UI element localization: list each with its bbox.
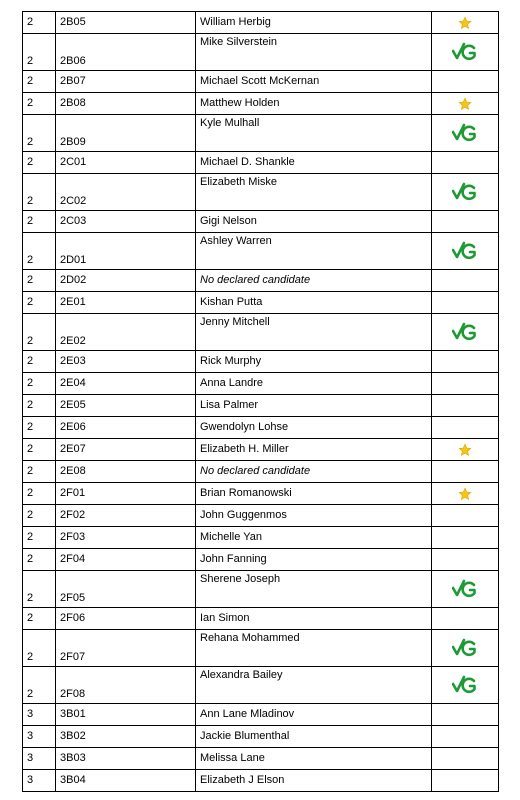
district-cell: 2 xyxy=(23,211,56,233)
district-cell: 3 xyxy=(23,704,56,726)
vg-endorsement-icon xyxy=(452,579,478,599)
district-cell: 2 xyxy=(23,373,56,395)
table-row xyxy=(23,770,499,792)
precinct-cell: 2D01 xyxy=(56,233,196,270)
candidate-cell: Ann Lane Mladinov xyxy=(196,704,432,726)
candidate-cell: Brian Romanowski xyxy=(196,483,432,505)
table-row xyxy=(23,93,499,115)
candidate-cell: John Guggenmos xyxy=(196,505,432,527)
district-cell: 2 xyxy=(23,115,56,152)
endorsement-cell xyxy=(432,211,499,233)
table-row xyxy=(23,12,499,34)
endorsement-cell xyxy=(432,549,499,571)
endorsement-cell xyxy=(432,292,499,314)
vg-endorsement-icon xyxy=(452,123,478,143)
candidate-cell: Kishan Putta xyxy=(196,292,432,314)
table-row xyxy=(23,439,499,461)
star-icon xyxy=(458,443,472,457)
candidate-cell: No declared candidate xyxy=(196,270,432,292)
candidate-cell: Michelle Yan xyxy=(196,527,432,549)
district-cell: 2 xyxy=(23,527,56,549)
endorsement-cell xyxy=(432,373,499,395)
table-row xyxy=(23,461,499,483)
endorsement-cell xyxy=(432,417,499,439)
endorsement-cell xyxy=(432,93,499,115)
table-row xyxy=(23,630,499,667)
precinct-cell: 2B05 xyxy=(56,12,196,34)
endorsement-cell xyxy=(432,770,499,792)
endorsement-cell xyxy=(432,314,499,351)
candidate-cell: Michael Scott McKernan xyxy=(196,71,432,93)
precinct-cell: 2C02 xyxy=(56,174,196,211)
table-row xyxy=(23,373,499,395)
district-cell: 2 xyxy=(23,667,56,704)
district-cell: 2 xyxy=(23,233,56,270)
table-row xyxy=(23,270,499,292)
precinct-cell: 2B06 xyxy=(56,34,196,71)
table-row xyxy=(23,115,499,152)
district-cell: 2 xyxy=(23,314,56,351)
district-cell: 2 xyxy=(23,571,56,608)
endorsement-cell xyxy=(432,115,499,152)
table-row xyxy=(23,571,499,608)
endorsement-cell xyxy=(432,270,499,292)
endorsement-cell xyxy=(432,505,499,527)
district-cell: 2 xyxy=(23,417,56,439)
table-row xyxy=(23,314,499,351)
district-cell: 2 xyxy=(23,395,56,417)
precinct-cell: 2F05 xyxy=(56,571,196,608)
precinct-cell: 3B04 xyxy=(56,770,196,792)
table-row xyxy=(23,174,499,211)
endorsement-cell xyxy=(432,608,499,630)
precinct-cell: 2F04 xyxy=(56,549,196,571)
candidate-cell: Michael D. Shankle xyxy=(196,152,432,174)
precinct-cell: 2E02 xyxy=(56,314,196,351)
precinct-cell: 2F06 xyxy=(56,608,196,630)
endorsement-cell xyxy=(432,527,499,549)
candidate-cell: Elizabeth J Elson xyxy=(196,770,432,792)
candidate-cell: Rick Murphy xyxy=(196,351,432,373)
endorsement-cell xyxy=(432,174,499,211)
endorsement-cell xyxy=(432,748,499,770)
endorsement-cell xyxy=(432,726,499,748)
district-cell: 2 xyxy=(23,93,56,115)
table-row xyxy=(23,549,499,571)
star-icon xyxy=(458,16,472,30)
table-row xyxy=(23,726,499,748)
district-cell: 2 xyxy=(23,549,56,571)
table-row xyxy=(23,351,499,373)
candidate-cell: Matthew Holden xyxy=(196,93,432,115)
candidate-cell: Mike Silverstein xyxy=(196,34,432,71)
district-cell: 2 xyxy=(23,71,56,93)
district-cell: 2 xyxy=(23,461,56,483)
district-cell: 2 xyxy=(23,12,56,34)
table-row xyxy=(23,71,499,93)
candidate-cell: Alexandra Bailey xyxy=(196,667,432,704)
precinct-cell: 2C03 xyxy=(56,211,196,233)
endorsement-cell xyxy=(432,667,499,704)
endorsement-cell xyxy=(432,351,499,373)
table-row xyxy=(23,667,499,704)
district-cell: 3 xyxy=(23,726,56,748)
candidate-cell: Jackie Blumenthal xyxy=(196,726,432,748)
table-row xyxy=(23,395,499,417)
district-cell: 3 xyxy=(23,770,56,792)
precinct-cell: 2F08 xyxy=(56,667,196,704)
vg-endorsement-icon xyxy=(452,638,478,658)
endorsement-cell xyxy=(432,704,499,726)
precinct-cell: 3B02 xyxy=(56,726,196,748)
endorsement-cell xyxy=(432,395,499,417)
district-cell: 2 xyxy=(23,292,56,314)
candidate-cell: Gwendolyn Lohse xyxy=(196,417,432,439)
district-cell: 2 xyxy=(23,483,56,505)
table-row xyxy=(23,34,499,71)
precinct-cell: 2E05 xyxy=(56,395,196,417)
precinct-cell: 2E03 xyxy=(56,351,196,373)
district-cell: 2 xyxy=(23,270,56,292)
precinct-cell: 2E01 xyxy=(56,292,196,314)
candidate-cell: Melissa Lane xyxy=(196,748,432,770)
table-row xyxy=(23,505,499,527)
precinct-cell: 2F02 xyxy=(56,505,196,527)
candidate-cell: Elizabeth H. Miller xyxy=(196,439,432,461)
precinct-cell: 2E04 xyxy=(56,373,196,395)
endorsement-cell xyxy=(432,439,499,461)
candidate-cell: Lisa Palmer xyxy=(196,395,432,417)
table-row xyxy=(23,292,499,314)
precinct-cell: 2E06 xyxy=(56,417,196,439)
precinct-cell: 2F07 xyxy=(56,630,196,667)
district-cell: 2 xyxy=(23,505,56,527)
candidate-cell: Sherene Joseph xyxy=(196,571,432,608)
candidate-cell: Ian Simon xyxy=(196,608,432,630)
district-cell: 2 xyxy=(23,351,56,373)
vg-endorsement-icon xyxy=(452,182,478,202)
precinct-cell: 2E07 xyxy=(56,439,196,461)
star-icon xyxy=(458,97,472,111)
endorsement-cell xyxy=(432,152,499,174)
endorsement-cell xyxy=(432,12,499,34)
vg-endorsement-icon xyxy=(452,322,478,342)
district-cell: 2 xyxy=(23,34,56,71)
precinct-cell: 3B01 xyxy=(56,704,196,726)
table-row xyxy=(23,608,499,630)
precinct-cell: 2B07 xyxy=(56,71,196,93)
precinct-cell: 2B09 xyxy=(56,115,196,152)
candidate-cell: William Herbig xyxy=(196,12,432,34)
district-cell: 3 xyxy=(23,748,56,770)
table-row xyxy=(23,704,499,726)
vg-endorsement-icon xyxy=(452,241,478,261)
table-row xyxy=(23,152,499,174)
table-row xyxy=(23,211,499,233)
candidate-cell: Kyle Mulhall xyxy=(196,115,432,152)
precinct-cell: 2B08 xyxy=(56,93,196,115)
star-icon xyxy=(458,487,472,501)
table-row xyxy=(23,233,499,270)
precinct-cell: 2F03 xyxy=(56,527,196,549)
table-row xyxy=(23,748,499,770)
candidate-cell: John Fanning xyxy=(196,549,432,571)
district-cell: 2 xyxy=(23,174,56,211)
candidate-cell: Rehana Mohammed xyxy=(196,630,432,667)
table-row xyxy=(23,417,499,439)
candidate-cell: Elizabeth Miske xyxy=(196,174,432,211)
vg-endorsement-icon xyxy=(452,675,478,695)
district-cell: 2 xyxy=(23,439,56,461)
endorsement-cell xyxy=(432,233,499,270)
candidate-cell: Gigi Nelson xyxy=(196,211,432,233)
district-cell: 2 xyxy=(23,630,56,667)
precinct-cell: 2E08 xyxy=(56,461,196,483)
candidate-cell: No declared candidate xyxy=(196,461,432,483)
precinct-cell: 3B03 xyxy=(56,748,196,770)
endorsement-cell xyxy=(432,571,499,608)
endorsement-cell xyxy=(432,483,499,505)
district-cell: 2 xyxy=(23,152,56,174)
candidate-table-body xyxy=(23,12,499,792)
candidate-cell: Anna Landre xyxy=(196,373,432,395)
endorsement-cell xyxy=(432,34,499,71)
endorsement-cell xyxy=(432,71,499,93)
candidate-cell: Jenny Mitchell xyxy=(196,314,432,351)
precinct-cell: 2C01 xyxy=(56,152,196,174)
district-cell: 2 xyxy=(23,608,56,630)
endorsement-cell xyxy=(432,630,499,667)
table-row xyxy=(23,527,499,549)
vg-endorsement-icon xyxy=(452,42,478,62)
precinct-cell: 2F01 xyxy=(56,483,196,505)
endorsement-cell xyxy=(432,461,499,483)
table-row xyxy=(23,483,499,505)
candidate-cell: Ashley Warren xyxy=(196,233,432,270)
precinct-cell: 2D02 xyxy=(56,270,196,292)
candidate-table xyxy=(22,11,499,792)
